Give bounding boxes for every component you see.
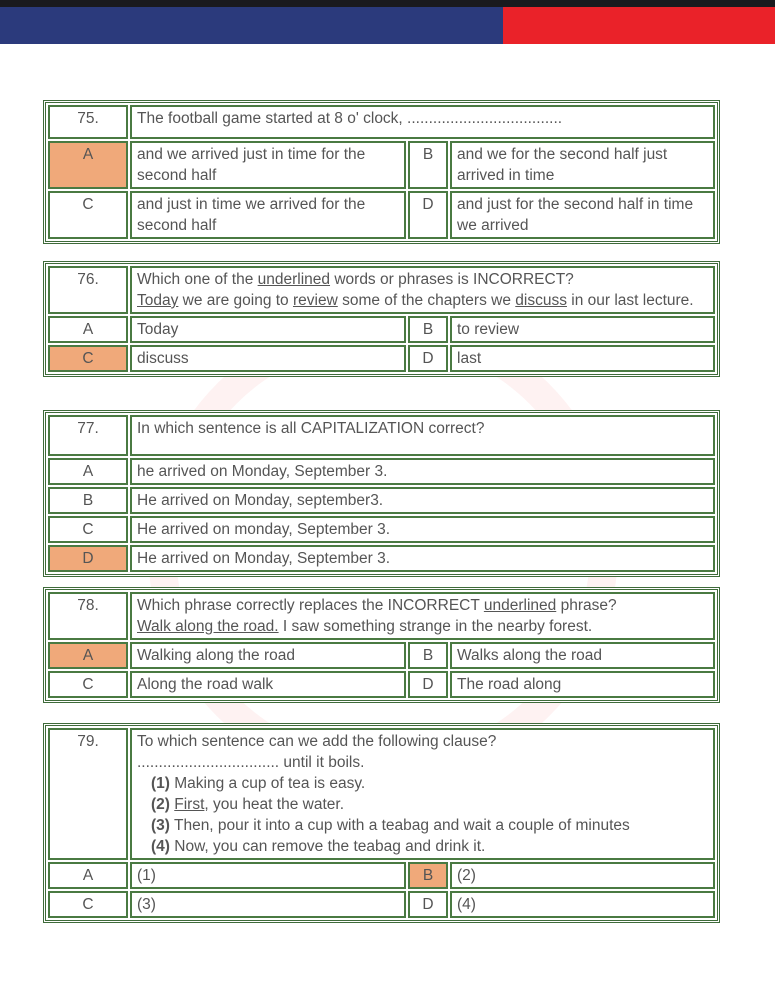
option-text-c[interactable]: (3) [130,891,406,918]
text: To which sentence can we add the following clause? [137,733,497,750]
underlined-word: Today [137,292,179,309]
question-75 [43,100,720,244]
text: ................................. until it boils. [137,754,365,771]
option-letter-c[interactable]: C [48,191,128,239]
question-text: The football game started at 8 o' clock, .................................... [130,105,715,139]
text: we are going to [178,292,293,309]
option-letter-d[interactable]: D [48,545,128,572]
option-letter-c[interactable]: C [48,516,128,543]
option-letter-c[interactable]: C [48,345,128,372]
text: Which phrase correctly replaces the INCORRECT [137,597,484,614]
underlined-word: underlined [257,271,331,288]
option-text-d[interactable]: The road along [450,671,715,698]
option-letter-a[interactable]: A [48,316,128,343]
option-text-b[interactable]: and we for the second half just arrived in time [450,141,715,189]
option-letter-b[interactable]: B [48,487,128,514]
underlined-word: discuss [515,292,567,309]
text: words or phrases is INCORRECT? [330,271,574,288]
option-text-b[interactable]: (2) [450,862,715,889]
question-text: In which sentence is all CAPITALIZATION correct? [130,415,715,456]
option-letter-a[interactable]: A [48,141,128,189]
option-letter-b[interactable]: B [408,141,448,189]
sentence-4: (4) Now, you can remove the teabag and drink it. [151,838,486,855]
option-text-d[interactable]: (4) [450,891,715,918]
option-text-d[interactable]: and just for the second half in time we arrived [450,191,715,239]
underlined-phrase: Walk along the road. [137,618,279,635]
option-text-b[interactable]: He arrived on Monday, september3. [130,487,715,514]
option-text-b[interactable]: Walks along the road [450,642,715,669]
text: some of the chapters we [337,292,516,309]
option-text-d[interactable]: last [450,345,715,372]
option-letter-a[interactable]: A [48,458,128,485]
option-text-b[interactable]: to review [450,316,715,343]
sentence-2: (2) First, you heat the water. [151,796,344,813]
option-letter-c[interactable]: C [48,891,128,918]
question-number: 76. [48,266,128,314]
sentence-1: (1) Making a cup of tea is easy. [151,775,366,792]
sentence-3: (3) Then, pour it into a cup with a teabag and wait a couple of minutes [151,817,630,834]
option-text-d[interactable]: He arrived on Monday, September 3. [130,545,715,572]
option-letter-b[interactable]: B [408,862,448,889]
question-76 [43,261,720,377]
question-text [130,728,715,860]
underlined-word: underlined [483,597,557,614]
header-band-blue [0,7,503,44]
option-letter-d[interactable]: D [408,671,448,698]
text: I saw something strange in the nearby forest. [278,618,593,635]
question-number: 77. [48,415,128,456]
option-text-a[interactable]: he arrived on Monday, September 3. [130,458,715,485]
question-text [130,266,715,314]
question-number: 75. [48,105,128,139]
text: Which one of the [137,271,258,288]
option-letter-d[interactable]: D [408,345,448,372]
option-text-a[interactable]: Walking along the road [130,642,406,669]
option-text-c[interactable]: Along the road walk [130,671,406,698]
question-79 [43,723,720,923]
question-77 [43,410,720,577]
option-letter-a[interactable]: A [48,862,128,889]
text: in our last lecture. [566,292,694,309]
option-text-a[interactable]: (1) [130,862,406,889]
option-letter-a[interactable]: A [48,642,128,669]
question-text [130,592,715,640]
text: phrase? [556,597,617,614]
option-letter-b[interactable]: B [408,316,448,343]
option-text-a[interactable]: Today [130,316,406,343]
option-letter-d[interactable]: D [408,891,448,918]
option-letter-d[interactable]: D [408,191,448,239]
question-number: 79. [48,728,128,860]
option-text-c[interactable]: He arrived on monday, September 3. [130,516,715,543]
top-bar [0,0,775,7]
option-letter-b[interactable]: B [408,642,448,669]
question-number: 78. [48,592,128,640]
option-text-a[interactable]: and we arrived just in time for the second half [130,141,406,189]
question-78 [43,587,720,703]
option-text-c[interactable]: and just in time we arrived for the second half [130,191,406,239]
underlined-word: review [292,292,338,309]
option-letter-c[interactable]: C [48,671,128,698]
header-band-red [503,7,775,44]
option-text-c[interactable]: discuss [130,345,406,372]
